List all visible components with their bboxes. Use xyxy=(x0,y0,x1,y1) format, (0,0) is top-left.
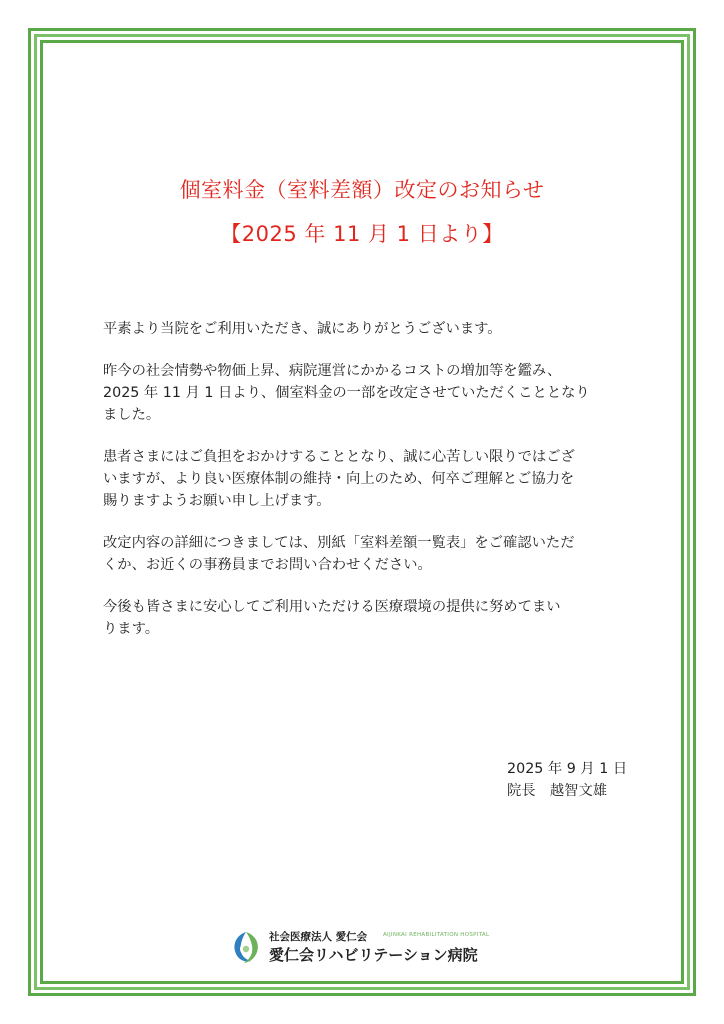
signature-block xyxy=(507,758,627,802)
org-label: 社会医療法人 愛仁会 xyxy=(269,931,368,943)
body-line: くか、お近くの事務員までお問い合わせください。 xyxy=(103,557,432,573)
notice-effective-date: 【2025 年 11 月 1 日より】 xyxy=(220,222,504,246)
signer-name: 院長 越智文雄 xyxy=(507,783,608,799)
body-paragraph xyxy=(103,532,623,576)
body-line: 賜りますようお願い申し上げます。 xyxy=(103,493,331,509)
body-paragraph xyxy=(103,318,623,340)
body-paragraph xyxy=(103,360,623,426)
body-line: 今後も皆さまに安心してご利用いただける医療環境の提供に努めてまい xyxy=(103,599,561,615)
body-line: 2025 年 11 月 1 日より、個室料金の一部を改定させていただくこととなり xyxy=(103,385,590,401)
body-line: 患者さまにはご負担をおかけすることとなり、誠に心苦しい限りではござ xyxy=(103,449,575,465)
body-line: いますが、より良い医療体制の維持・向上のため、何卒ご理解とご協力を xyxy=(103,471,575,487)
body-line: 平素より当院をご利用いただき、誠にありがとうございます。 xyxy=(103,321,502,337)
hospital-footer xyxy=(229,927,509,971)
body-line: ました。 xyxy=(103,407,161,423)
notice-body xyxy=(103,318,623,660)
body-paragraph xyxy=(103,596,623,640)
body-line: 昨今の社会情勢や物価上昇、病院運営にかかるコストの増加等を鑑み、 xyxy=(103,363,562,379)
hospital-name: 愛仁会リハビリテーション病院 xyxy=(269,946,478,964)
body-paragraph xyxy=(103,446,623,512)
notice-title: 個室料金（室料差額）改定のお知らせ xyxy=(179,178,545,202)
body-line: ります。 xyxy=(103,621,160,637)
body-line: 改定内容の詳細につきましては、別紙「室料差額一覧表」をご確認いただ xyxy=(103,535,575,551)
issue-date: 2025 年 9 月 1 日 xyxy=(507,761,628,777)
aijinkai-logo-icon xyxy=(229,929,263,965)
org-english-name: AIJINKAI REHABILITATION HOSPITAL xyxy=(383,932,490,938)
